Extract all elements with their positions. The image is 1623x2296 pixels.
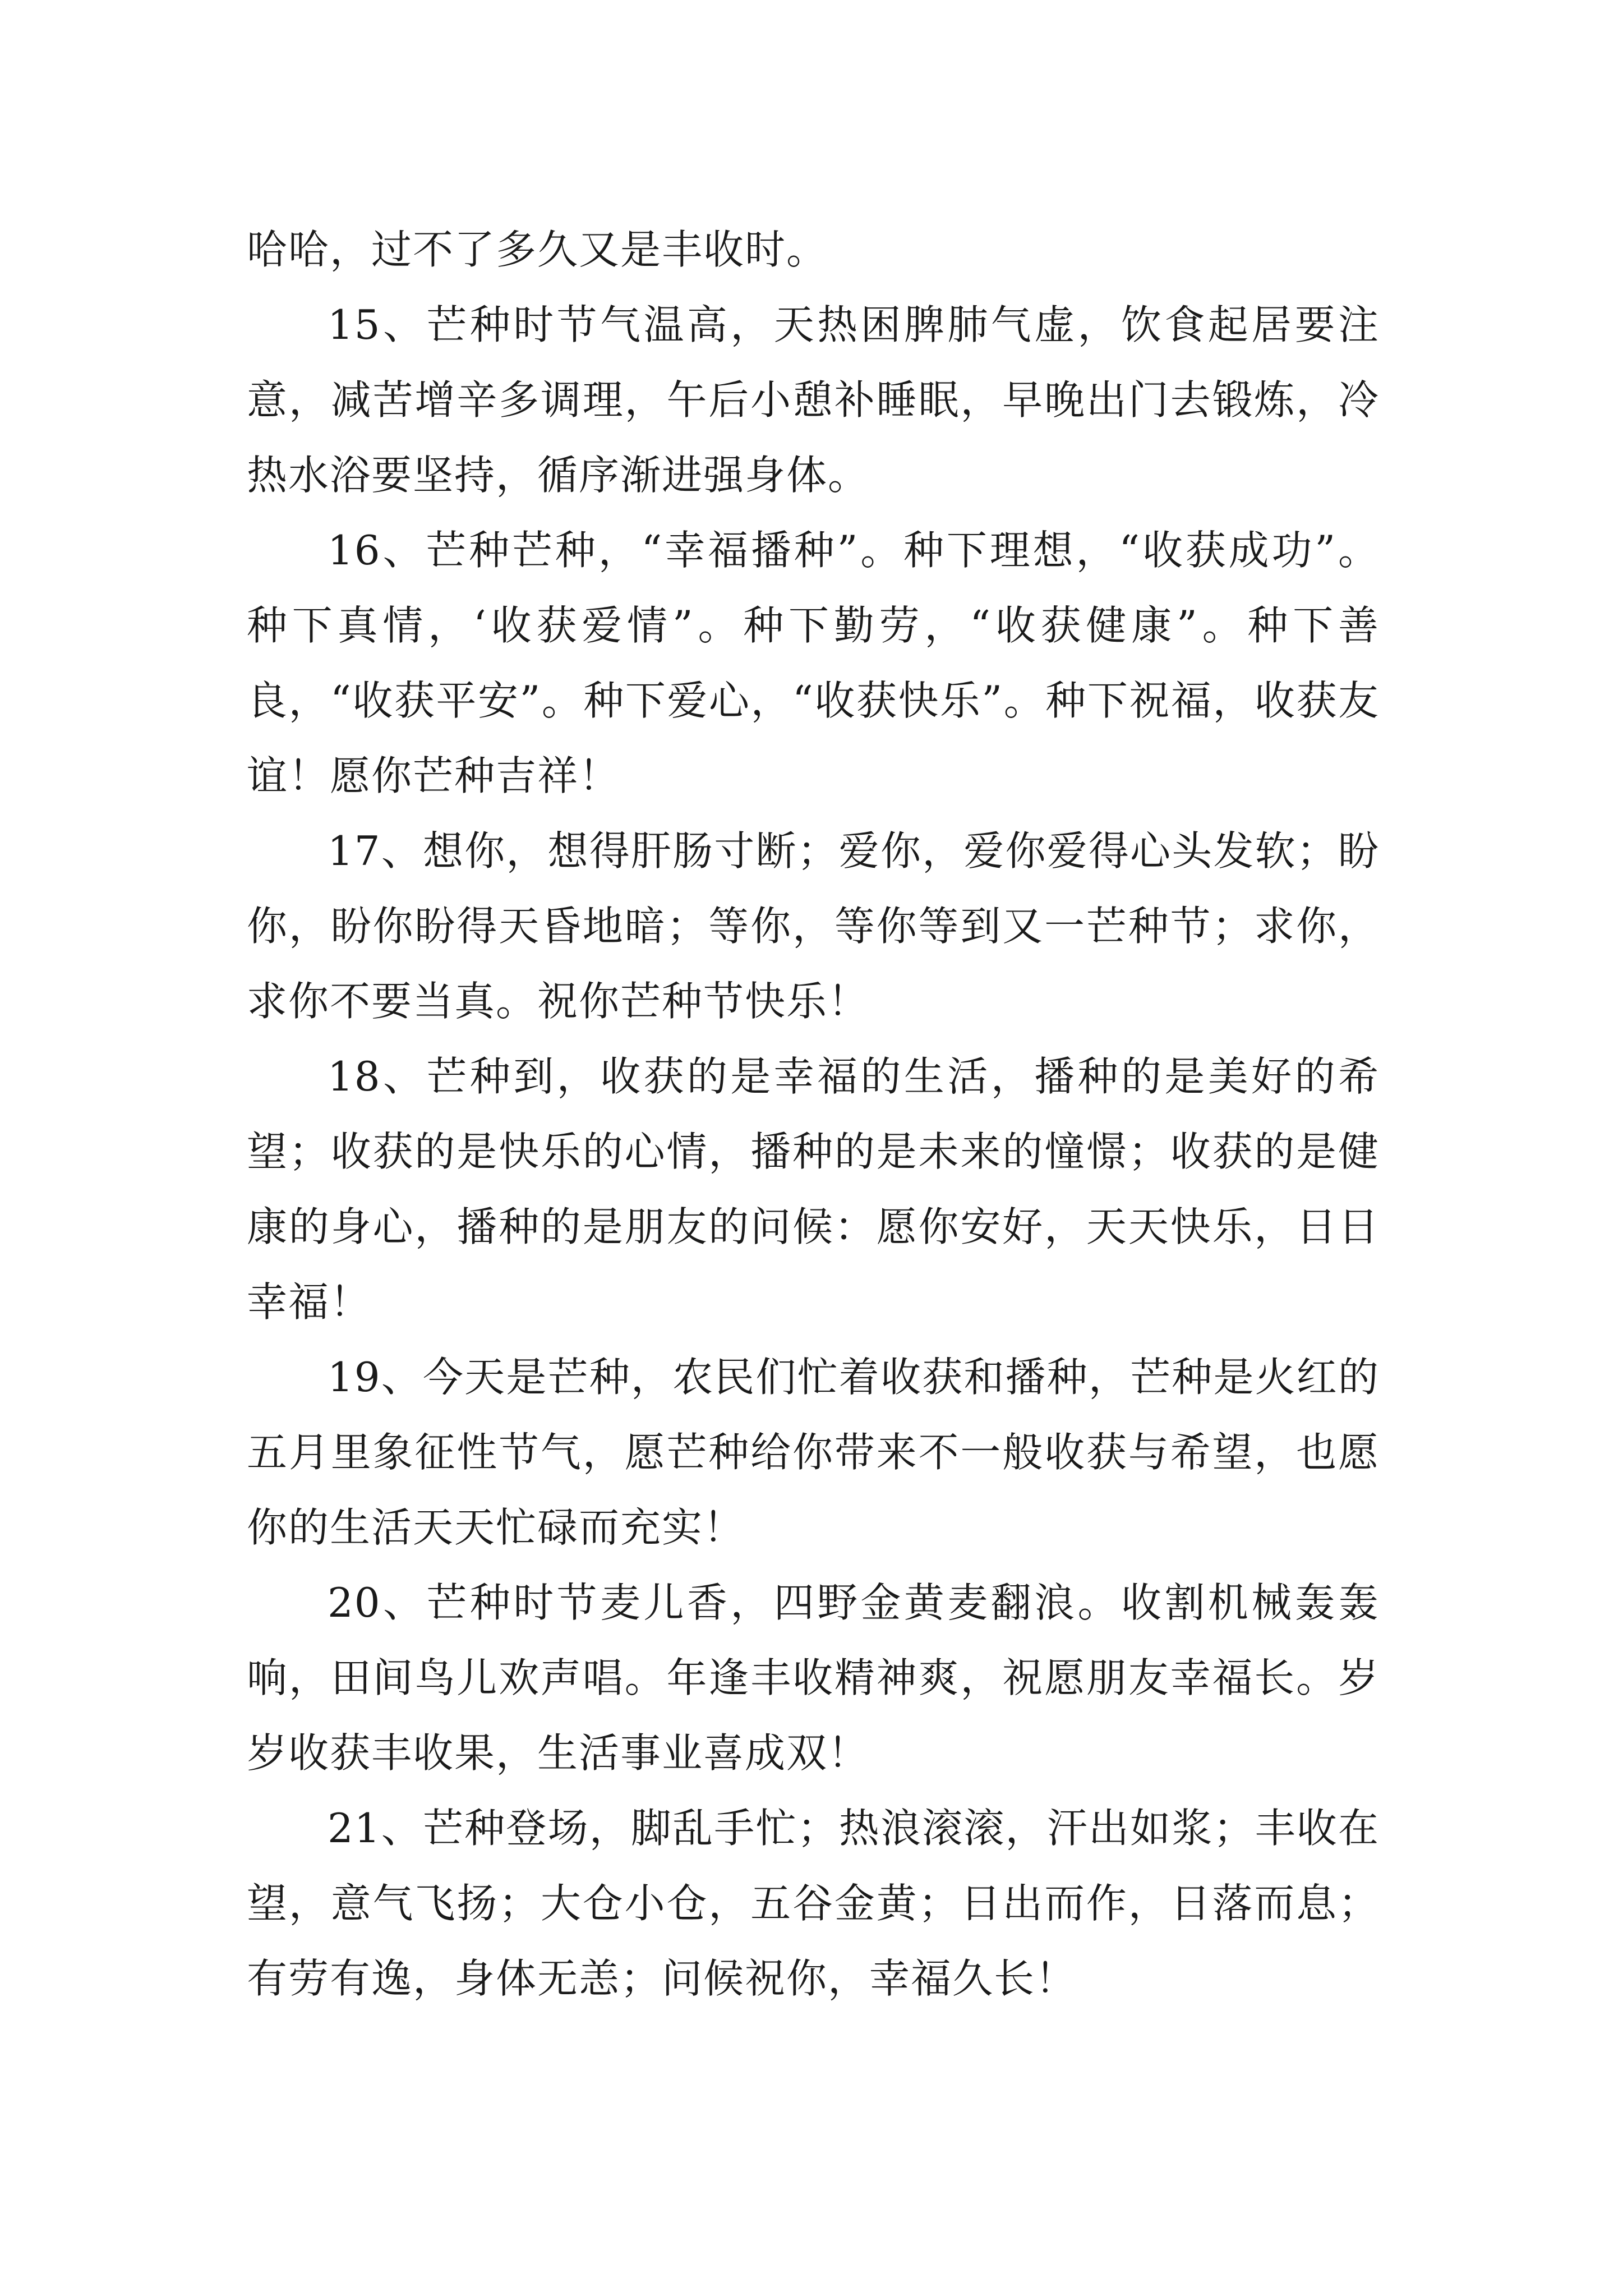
paragraph-continuation: 哈哈，过不了多久又是丰收时。 (247, 226, 828, 273)
paragraph-17: 17、想你，想得肝肠寸断；爱你，爱你爱得心头发软；盼你，盼你盼得天昏地暗；等你，等你等到又一芒种节；求你，求你不要当真。祝你芒种节快乐！ (247, 827, 1380, 1025)
paragraph-18: 18、芒种到，收获的是幸福的生活，播种的是美好的希望；收获的是快乐的心情，播种的是未来的憧憬；收获的是健康的身心，播种的是朋友的问候：愿你安好，天天快乐，日日幸福！ (247, 1053, 1380, 1326)
document-body (247, 212, 1380, 2016)
paragraph-21: 21、芒种登场，脚乱手忙；热浪滚滚，汗出如浆；丰收在望，意气飞扬；大仓小仓，五谷金黄；日出而作，日落而息；有劳有逸，身体无恙；问候祝你，幸福久长！ (247, 1805, 1380, 2002)
paragraph-16: 16、芒种芒种，“幸福播种”。种下理想，“收获成功”。种下真情，‘收获爱情”。种下勤劳，“收获健康”。种下善良，“收获平安”。种下爱心，“收获快乐”。种下祝福，收获友谊！愿你芒种吉祥！ (247, 527, 1380, 799)
paragraph-20: 20、芒种时节麦儿香，四野金黄麦翻浪。收割机械轰轰响，田间鸟儿欢声唱。年逢丰收精神爽，祝愿朋友幸福长。岁岁收获丰收果，生活事业喜成双！ (247, 1579, 1380, 1777)
paragraph-15: 15、芒种时节气温高，天热困脾肺气虚，饮食起居要注意，减苦增辛多调理，午后小憩补睡眠，早晚出门去锻炼，冷热水浴要坚持，循序渐进强身体。 (247, 301, 1380, 499)
paragraph-19: 19、今天是芒种，农民们忙着收获和播种，芒种是火红的五月里象征性节气，愿芒种给你带来不一般收获与希望，也愿你的生活天天忙碌而充实！ (247, 1354, 1380, 1551)
